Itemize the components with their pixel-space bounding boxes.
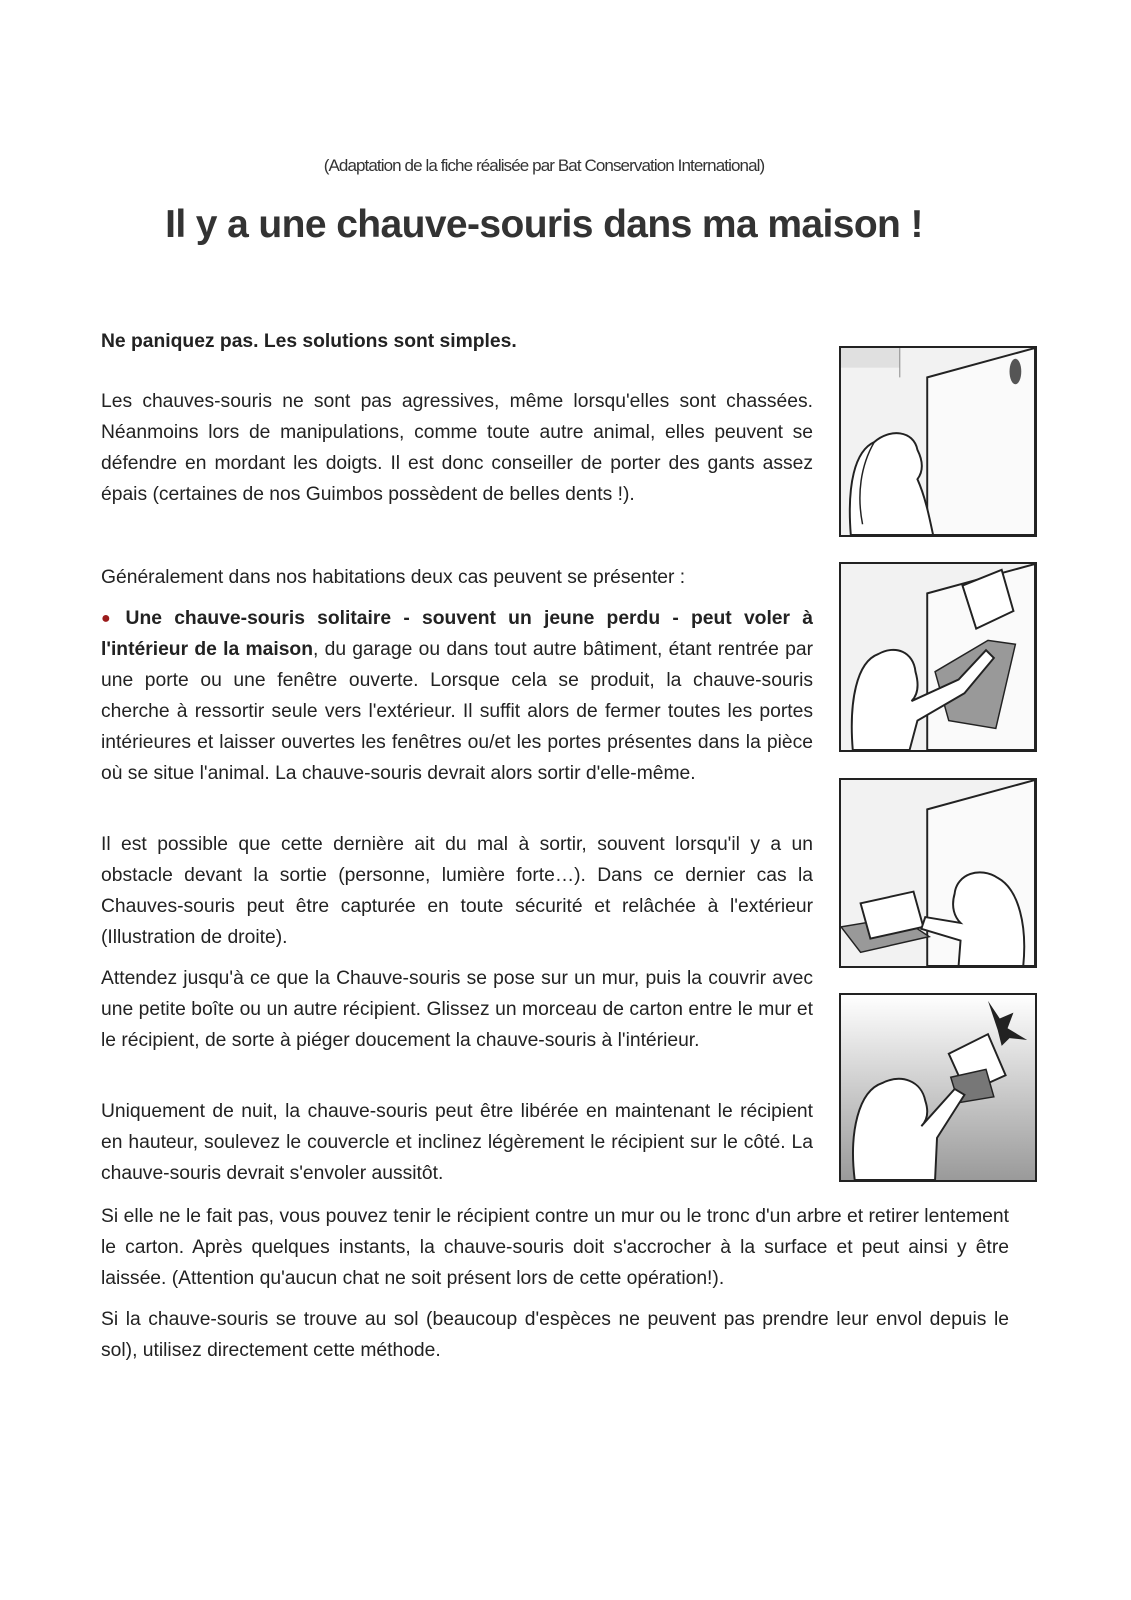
bat-icon	[1010, 359, 1022, 384]
paragraph-intro: Les chauves-souris ne sont pas agressives, même lorsqu'elles sont chassées. Néanmoins lors de manipulations, comme toute autre animal, elles peuvent se défendre en mordant les doigts. Il est donc conseiller de porter des gants assez épais (certaines de nos Guimbos possèdent de belles dents !).	[101, 391, 813, 505]
carry-box-illustration	[839, 778, 1037, 968]
bullet-dot-icon: ●	[101, 610, 118, 627]
paragraph-release: Uniquement de nuit, la chauve-souris peut être libérée en maintenant le récipient en hauteur, soulevez le couvercle et inclinez légèrement le récipient sur le côté. La chauve-souris devrait s'envoler aussitôt.	[101, 1101, 813, 1184]
bullet-strong-text: Une chauve-souris solitaire - souvent un jeune perdu - peut voler à l'intérieur de la maison	[101, 608, 813, 660]
cover-bat-with-box-illustration	[839, 562, 1037, 752]
paragraph-ground: Si la chauve-souris se trouve au sol (beaucoup d'espèces ne peuvent pas prendre leur envol depuis le sol), utilisez directement cette méthode.	[101, 1309, 1009, 1361]
release-bat-illustration	[839, 993, 1037, 1182]
paragraph-cases: Généralement dans nos habitations deux cas peuvent se présenter :	[101, 567, 686, 588]
paragraph-wall: Si elle ne le fait pas, vous pouvez tenir le récipient contre un mur ou le tronc d'un arbre et retirer lentement le carton. Après quelques instants, la chauve-souris doit s'accrocher à la surface et peut ainsi y être laissée. (Attention qu'aucun chat ne soit présent lors de cette opération!).	[101, 1206, 1009, 1289]
lead-paragraph: Ne paniquez pas. Les solutions sont simples.	[101, 331, 517, 352]
paragraph-capture: Attendez jusqu'à ce que la Chauve-souris se pose sur un mur, puis la couvrir avec une petite boîte ou un autre récipient. Glissez un morceau de carton entre le mur et le récipient, de sorte à piéger doucement la chauve-souris à l'intérieur.	[101, 968, 813, 1051]
bat-on-wall-illustration	[839, 346, 1037, 537]
bullet-rest-text: , du garage ou dans tout autre bâtiment, étant rentrée par une porte ou une fenêtre ouverte. Lorsque cela se produit, la chauve-souris cherche à ressortir seule vers l'extérieur. Il suffit alors de fermer toutes les portes intérieures et laisser ouvertes les fenêtres ou/et les portes présentes dans la pièce où se situe l'animal. La chauve-souris devrait alors sortir d'elle-même.	[101, 639, 813, 784]
bullet-paragraph	[101, 603, 813, 789]
page-title: Il y a une chauve-souris dans ma maison !	[165, 203, 923, 246]
paragraph-obstacle: Il est possible que cette dernière ait du mal à sortir, souvent lorsqu'il y a un obstacle devant la sortie (personne, lumière forte…). Dans ce dernier cas la Chauves-souris peut être capturée en toute sécurité et relâchée à l'extérieur (Illustration de droite).	[101, 834, 813, 948]
source-note: (Adaptation de la fiche réalisée par Bat Conservation International)	[323, 156, 765, 175]
